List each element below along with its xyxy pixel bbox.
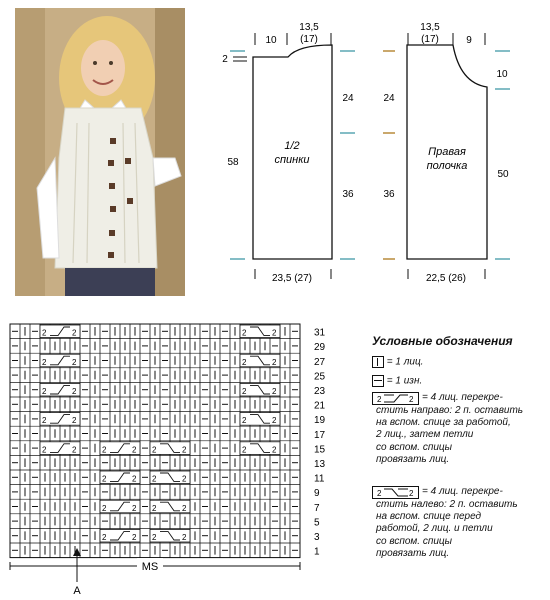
back-top-right-1: 13,5 <box>299 22 319 33</box>
legend <box>372 326 547 586</box>
cable-left-line-0: = 4 лиц. перекре- <box>422 486 503 497</box>
svg-text:2: 2 <box>182 503 187 513</box>
svg-text:2: 2 <box>42 328 47 338</box>
ms-label: MS <box>141 561 159 573</box>
knit-symbol-icon <box>372 356 384 368</box>
back-height-total: 58 <box>227 157 239 168</box>
svg-text:2: 2 <box>409 395 414 404</box>
purl-symbol-icon <box>372 375 384 387</box>
back-lower: 36 <box>342 189 354 200</box>
cable-right-line-0: = 4 лиц. перекре- <box>422 392 503 403</box>
legend-knit-text: = 1 лиц. <box>386 356 424 368</box>
row-number: 25 <box>314 371 326 383</box>
svg-text:2: 2 <box>272 328 277 338</box>
svg-text:2: 2 <box>409 489 414 498</box>
front-height-total: 50 <box>497 169 509 180</box>
svg-text:2: 2 <box>377 395 382 404</box>
svg-text:2: 2 <box>152 533 157 542</box>
front-upper: 24 <box>383 93 395 104</box>
svg-text:2: 2 <box>72 357 77 367</box>
svg-text:2: 2 <box>182 445 187 455</box>
svg-text:2: 2 <box>242 445 247 455</box>
svg-text:2: 2 <box>272 387 277 396</box>
row-number: 23 <box>314 386 326 397</box>
svg-text:2: 2 <box>242 416 247 426</box>
back-label-1: 1/2 <box>284 140 300 152</box>
svg-text:2: 2 <box>102 474 107 484</box>
legend-knit <box>372 356 423 369</box>
knitting-chart <box>5 318 335 600</box>
svg-text:2: 2 <box>132 503 137 513</box>
back-label-2: спинки <box>274 154 310 166</box>
back-piece-outline <box>253 45 332 259</box>
row-number: 19 <box>314 415 326 427</box>
svg-text:2: 2 <box>132 533 137 542</box>
back-top-left: 10 <box>265 35 277 46</box>
row-number: 13 <box>314 459 326 470</box>
cable-right-line-2: на вспом. спице за работой, <box>376 417 511 428</box>
front-lower: 36 <box>383 189 395 200</box>
chart-grid <box>10 324 300 558</box>
front-label-1: Правая <box>428 146 466 158</box>
svg-text:2: 2 <box>72 387 77 396</box>
svg-text:2: 2 <box>152 503 157 513</box>
svg-text:2: 2 <box>132 474 137 484</box>
a-marker-label: A <box>73 585 81 597</box>
svg-text:2: 2 <box>102 503 107 513</box>
svg-text:2: 2 <box>242 328 247 338</box>
back-shoulder: 2 <box>222 54 228 65</box>
svg-text:2: 2 <box>182 533 187 542</box>
chart-row-numbers <box>314 328 326 558</box>
row-number: 27 <box>314 356 326 368</box>
row-number: 17 <box>314 429 326 441</box>
svg-text:2: 2 <box>72 328 77 338</box>
cable-left-line-3: работой, 2 лиц. и петли <box>376 523 493 534</box>
legend-purl <box>372 375 422 388</box>
front-label-2: полочка <box>426 160 468 172</box>
legend-title: Условные обозначения <box>372 334 513 348</box>
svg-text:2: 2 <box>272 416 277 426</box>
row-number: 15 <box>314 444 326 456</box>
front-bottom: 22,5 (26) <box>425 273 467 284</box>
svg-text:2: 2 <box>102 445 107 455</box>
svg-text:2: 2 <box>182 474 187 484</box>
cable-left-line-2: на вспом. спице перед <box>376 511 482 522</box>
svg-text:2: 2 <box>272 357 277 367</box>
front-top-left-2: (17) <box>421 34 439 45</box>
front-top-left-1: 13,5 <box>420 22 440 33</box>
row-number: 5 <box>314 517 320 529</box>
svg-text:2: 2 <box>72 445 77 455</box>
svg-text:2: 2 <box>42 445 47 455</box>
row-number: 11 <box>314 473 325 485</box>
svg-text:2: 2 <box>242 357 247 367</box>
cable-left-line-1: стить налево: 2 п. оставить <box>376 499 518 510</box>
garment-schematics <box>195 5 550 290</box>
cable-left-symbol-icon <box>372 486 420 500</box>
back-bottom: 23,5 (27) <box>271 273 313 284</box>
row-number: 31 <box>314 327 326 339</box>
cable-right-line-5: провязать лиц. <box>376 454 450 465</box>
legend-purl-text: = 1 изн. <box>386 375 423 387</box>
back-top-right-2: (17) <box>300 34 318 45</box>
row-number: 21 <box>314 400 326 412</box>
row-number: 3 <box>314 532 320 543</box>
row-number: 7 <box>314 502 320 514</box>
cable-right-line-1: стить направо: 2 п. оставить <box>376 405 524 416</box>
svg-text:2: 2 <box>42 387 47 396</box>
cable-left-line-4: со вспом. спицы <box>376 536 452 547</box>
svg-text:2: 2 <box>152 474 157 484</box>
woman-in-knitted-vest-photo-icon <box>15 8 185 296</box>
svg-text:2: 2 <box>272 445 277 455</box>
front-neck: 10 <box>496 69 508 80</box>
svg-text:2: 2 <box>132 445 137 455</box>
cable-right-line-4: со вспом. спицы <box>376 442 452 453</box>
svg-text:2: 2 <box>42 416 47 426</box>
model-photo <box>15 8 185 296</box>
cable-right-line-3: 2 лиц., затем петли <box>376 429 474 440</box>
cable-left-line-5: провязать лиц. <box>376 548 450 559</box>
front-top-right: 9 <box>466 35 472 46</box>
back-upper: 24 <box>342 93 354 104</box>
svg-text:2: 2 <box>152 445 157 455</box>
row-number: 1 <box>314 546 320 558</box>
row-number: 29 <box>314 342 326 354</box>
svg-text:2: 2 <box>72 416 77 426</box>
svg-text:2: 2 <box>242 387 247 396</box>
row-number: 9 <box>314 488 320 500</box>
cable-right-symbol-icon <box>372 392 420 406</box>
svg-text:2: 2 <box>377 489 382 498</box>
svg-text:2: 2 <box>102 533 107 542</box>
svg-text:2: 2 <box>42 357 47 367</box>
